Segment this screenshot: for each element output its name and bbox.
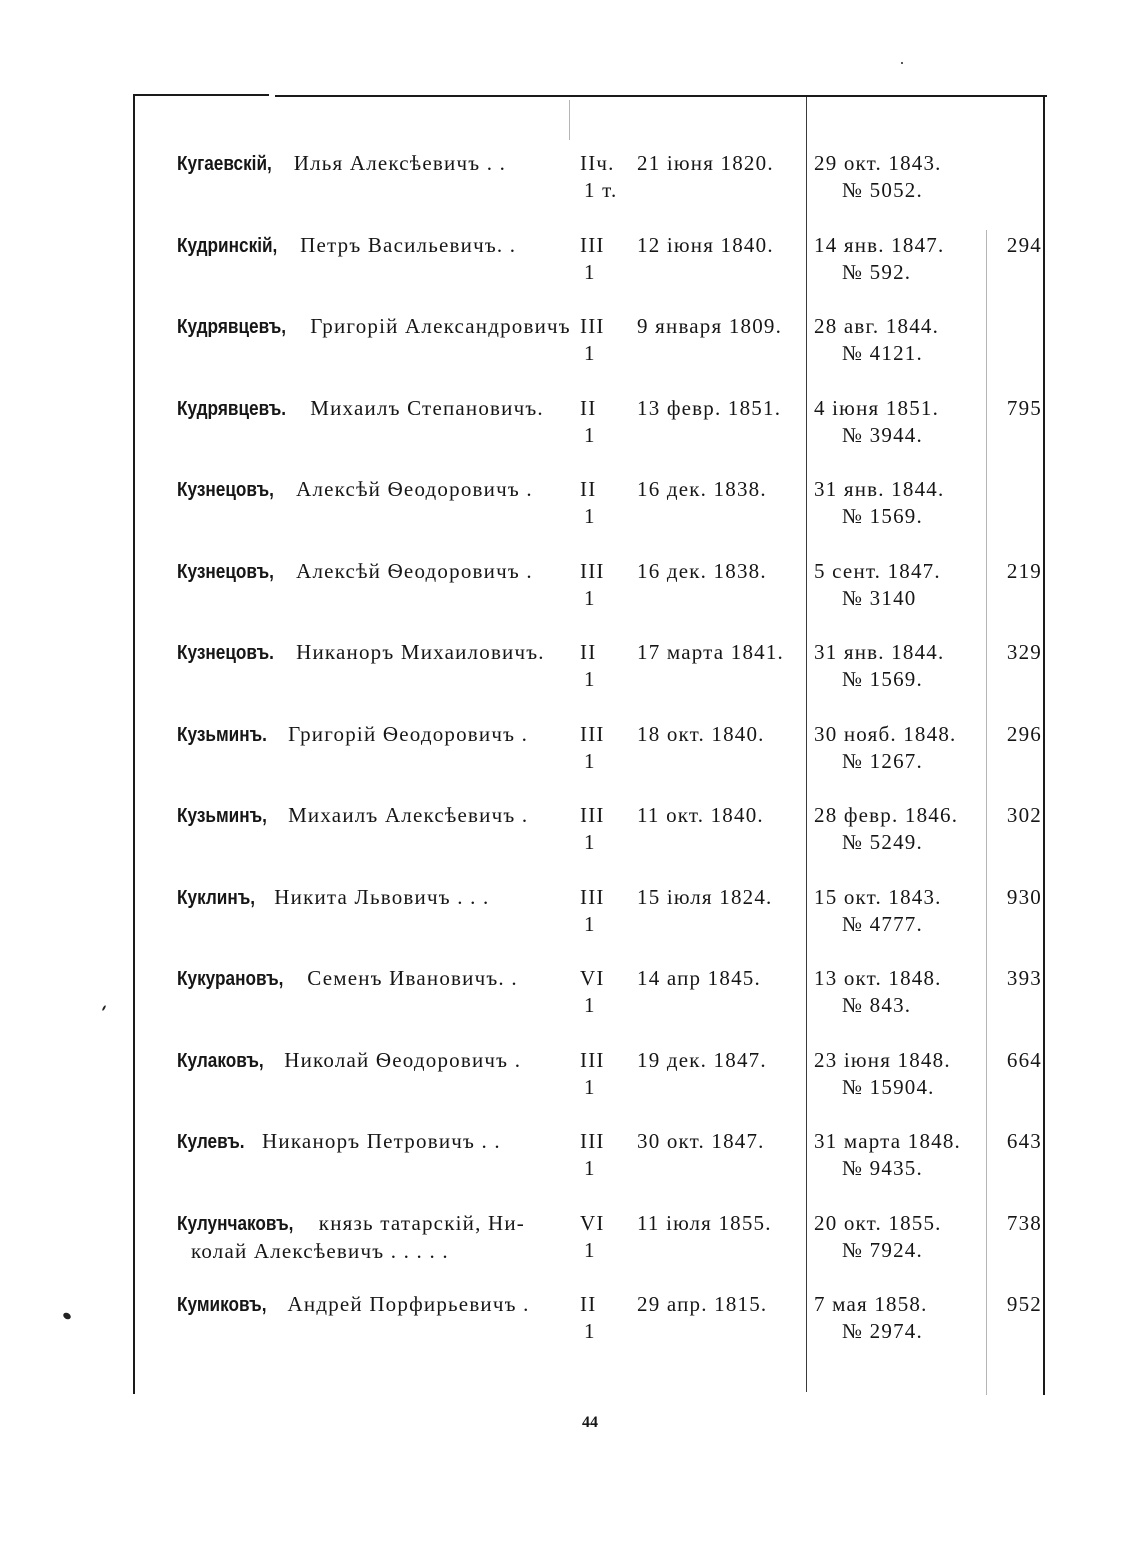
order-number: № 5249. — [842, 830, 923, 854]
person-name-cell — [177, 395, 562, 423]
class-cell — [580, 639, 630, 693]
order-number: № 2974. — [842, 1319, 923, 1343]
register-row — [0, 150, 1140, 210]
surname: Кумиковъ, — [177, 1294, 267, 1316]
given-names: Алексѣй Ѳеодоровичъ . — [296, 559, 533, 583]
birth-date: 16 дек. 1838. — [637, 477, 767, 501]
surname: Кузнецовъ. — [177, 642, 274, 664]
order-cell — [814, 884, 984, 938]
birth-date: 9 января 1809. — [637, 314, 783, 338]
class-cell — [580, 965, 630, 1019]
reference-page: 329 — [1006, 640, 1042, 664]
class-value: IIч. — [580, 151, 615, 175]
person-name-cell — [177, 232, 562, 260]
register-row — [0, 395, 1140, 455]
order-cell — [814, 1047, 984, 1101]
register-row — [0, 802, 1140, 862]
person-name-cell — [177, 965, 562, 993]
order-number: № 1569. — [842, 667, 923, 691]
order-number: № 3944. — [842, 423, 923, 447]
person-name-cell — [177, 802, 562, 830]
class-cell — [580, 313, 630, 367]
person-name-cell — [177, 558, 562, 586]
order-number: № 15904. — [842, 1075, 935, 1099]
given-names: Михаилъ Степановичъ. — [310, 396, 544, 420]
class-value: III — [580, 885, 605, 909]
order-date: 30 нояб. 1848. — [814, 722, 957, 746]
person-name-cell — [177, 1128, 562, 1156]
class-value: II — [580, 396, 597, 420]
surname: Кузнецовъ, — [177, 561, 274, 583]
class-cell — [580, 395, 630, 449]
reference-page: 952 — [1006, 1292, 1042, 1316]
rank-value: 1 — [584, 260, 596, 284]
order-cell — [814, 558, 984, 612]
given-names: Семенъ Ивановичъ. . — [307, 966, 518, 990]
order-date: 31 марта 1848. — [814, 1129, 961, 1153]
person-name-cell — [177, 476, 562, 504]
order-date: 13 окт. 1848. — [814, 966, 942, 990]
person-name-cell — [177, 1047, 562, 1075]
person-name-cell — [177, 721, 562, 749]
person-name-cell — [177, 639, 562, 667]
order-cell — [814, 313, 984, 367]
class-value: III — [580, 233, 605, 257]
top-border-right — [275, 95, 1047, 97]
rank-value: 1 — [584, 1238, 596, 1262]
order-date: 5 сент. 1847. — [814, 559, 941, 583]
register-row — [0, 313, 1140, 373]
birth-date: 15 іюля 1824. — [637, 885, 773, 909]
person-name-cell — [177, 150, 562, 178]
rank-value: 1 — [584, 423, 596, 447]
class-value: III — [580, 559, 605, 583]
order-cell — [814, 1291, 984, 1345]
register-row — [0, 558, 1140, 618]
class-cell — [580, 1047, 630, 1101]
register-row — [0, 639, 1140, 699]
rank-value: 1 — [584, 1319, 596, 1343]
order-date: 29 окт. 1843. — [814, 151, 942, 175]
register-row — [0, 1047, 1140, 1107]
order-number: № 4777. — [842, 912, 923, 936]
class-value: II — [580, 1292, 597, 1316]
surname: Кузнецовъ, — [177, 479, 274, 501]
order-cell — [814, 1128, 984, 1182]
class-cell — [580, 721, 630, 775]
given-names: Никита Львовичъ . . . — [274, 885, 490, 909]
rank-value: 1 — [584, 830, 596, 854]
surname: Куклинъ, — [177, 887, 256, 909]
birth-date: 17 марта 1841. — [637, 640, 784, 664]
register-row — [0, 1128, 1140, 1188]
register-row — [0, 884, 1140, 944]
given-names: Николай Ѳеодоровичъ . — [284, 1048, 522, 1072]
given-names: Михаилъ Алексѣевичъ . — [288, 803, 529, 827]
given-names: Никаноръ Михаиловичъ. — [296, 640, 545, 664]
reference-page: 643 — [1006, 1129, 1042, 1153]
surname: Кузьминъ. — [177, 724, 267, 746]
top-border-left — [133, 94, 269, 96]
register-row — [0, 965, 1140, 1025]
rank-value: 1 — [584, 341, 596, 365]
birth-date: 21 іюня 1820. — [637, 151, 774, 175]
birth-date: 19 дек. 1847. — [637, 1048, 767, 1072]
birth-date: 12 іюня 1840. — [637, 233, 774, 257]
reference-page: 294 — [1006, 233, 1042, 257]
birth-date: 16 дек. 1838. — [637, 559, 767, 583]
rank-value: 1 — [584, 1075, 596, 1099]
order-cell — [814, 639, 984, 693]
order-date: 4 іюня 1851. — [814, 396, 940, 420]
given-names-continued: колай Алексѣевичъ . . . . . — [191, 1239, 449, 1263]
order-date: 15 окт. 1843. — [814, 885, 942, 909]
class-value: II — [580, 477, 597, 501]
given-names: Алексѣй Ѳеодоровичъ . — [296, 477, 533, 501]
column-divider-class — [569, 100, 570, 140]
order-date: 14 янв. 1847. — [814, 233, 945, 257]
birth-date: 14 апр 1845. — [637, 966, 761, 990]
order-cell — [814, 965, 984, 1019]
order-date: 31 янв. 1844. — [814, 477, 945, 501]
birth-date: 11 іюля 1855. — [637, 1211, 772, 1235]
order-date: 28 авг. 1844. — [814, 314, 940, 338]
given-names: Никаноръ Петровичъ . . — [262, 1129, 501, 1153]
order-cell — [814, 721, 984, 775]
order-cell — [814, 1210, 984, 1264]
order-cell — [814, 232, 984, 286]
class-value: III — [580, 722, 605, 746]
birth-date: 11 окт. 1840. — [637, 803, 764, 827]
reference-page: 296 — [1006, 722, 1042, 746]
surname: Кугаевскій, — [177, 153, 272, 175]
class-value: III — [580, 803, 605, 827]
class-cell — [580, 802, 630, 856]
class-value: VI — [580, 1211, 605, 1235]
surname: Кулаковъ, — [177, 1050, 264, 1072]
person-name-cell — [177, 1210, 562, 1265]
register-row — [0, 476, 1140, 536]
register-row — [0, 721, 1140, 781]
reference-page: 795 — [1006, 396, 1042, 420]
birth-date: 18 окт. 1840. — [637, 722, 765, 746]
reference-page: 219 — [1006, 559, 1042, 583]
order-date: 20 окт. 1855. — [814, 1211, 942, 1235]
given-names: Григорій Ѳеодоровичъ . — [288, 722, 529, 746]
surname: Кузьминъ, — [177, 805, 267, 827]
class-cell — [580, 884, 630, 938]
rank-value: 1 т. — [584, 178, 618, 202]
rank-value: 1 — [584, 912, 596, 936]
class-cell — [580, 1128, 630, 1182]
order-number: № 5052. — [842, 178, 923, 202]
class-cell — [580, 150, 630, 204]
rank-value: 1 — [584, 667, 596, 691]
given-names: князь татарскій, Ни- — [318, 1211, 525, 1235]
order-date: 31 янв. 1844. — [814, 640, 945, 664]
class-value: II — [580, 640, 597, 664]
reference-page: 738 — [1006, 1211, 1042, 1235]
reference-page: 302 — [1006, 803, 1042, 827]
rank-value: 1 — [584, 993, 596, 1017]
reference-page: 664 — [1006, 1048, 1042, 1072]
order-date: 28 февр. 1846. — [814, 803, 959, 827]
given-names: Илья Алексѣевичъ . . — [293, 151, 507, 175]
register-row — [0, 232, 1140, 292]
surname: Кудринскій, — [177, 235, 278, 257]
class-cell — [580, 558, 630, 612]
ink-speck — [901, 62, 903, 64]
rank-value: 1 — [584, 586, 596, 610]
page-number: 44 — [582, 1414, 598, 1431]
order-cell — [814, 150, 984, 204]
register-row — [0, 1210, 1140, 1270]
class-value: III — [580, 1129, 605, 1153]
given-names: Григорій Александровичъ — [310, 314, 571, 338]
class-cell — [580, 476, 630, 530]
person-name-cell — [177, 313, 571, 341]
order-number: № 592. — [842, 260, 912, 284]
reference-page: 393 — [1006, 966, 1042, 990]
order-cell — [814, 802, 984, 856]
birth-date: 29 апр. 1815. — [637, 1292, 768, 1316]
class-value: III — [580, 314, 605, 338]
surname: Кудрявцевъ. — [177, 398, 287, 420]
surname: Кулевъ. — [177, 1131, 245, 1153]
order-number: № 7924. — [842, 1238, 923, 1262]
surname: Кукурановъ, — [177, 968, 284, 990]
order-cell — [814, 395, 984, 449]
class-value: VI — [580, 966, 605, 990]
order-number: № 843. — [842, 993, 912, 1017]
order-number: № 9435. — [842, 1156, 923, 1180]
class-value: III — [580, 1048, 605, 1072]
order-cell — [814, 476, 984, 530]
person-name-cell — [177, 884, 562, 912]
order-date: 7 мая 1858. — [814, 1292, 928, 1316]
birth-date: 13 февр. 1851. — [637, 396, 782, 420]
order-number: № 4121. — [842, 341, 923, 365]
order-number: № 1267. — [842, 749, 923, 773]
rank-value: 1 — [584, 749, 596, 773]
class-cell — [580, 1210, 630, 1264]
given-names: Петръ Васильевичъ. . — [300, 233, 517, 257]
rank-value: 1 — [584, 504, 596, 528]
order-number: № 3140 — [842, 586, 917, 610]
order-number: № 1569. — [842, 504, 923, 528]
register-row — [0, 1291, 1140, 1351]
class-cell — [580, 1291, 630, 1345]
class-cell — [580, 232, 630, 286]
surname: Кулунчаковъ, — [177, 1213, 294, 1235]
birth-date: 30 окт. 1847. — [637, 1129, 765, 1153]
reference-page: 930 — [1006, 885, 1042, 909]
rank-value: 1 — [584, 1156, 596, 1180]
order-date: 23 іюня 1848. — [814, 1048, 951, 1072]
person-name-cell — [177, 1291, 562, 1319]
given-names: Андрей Порфирьевичъ . — [287, 1292, 530, 1316]
surname: Кудрявцевъ, — [177, 316, 287, 338]
